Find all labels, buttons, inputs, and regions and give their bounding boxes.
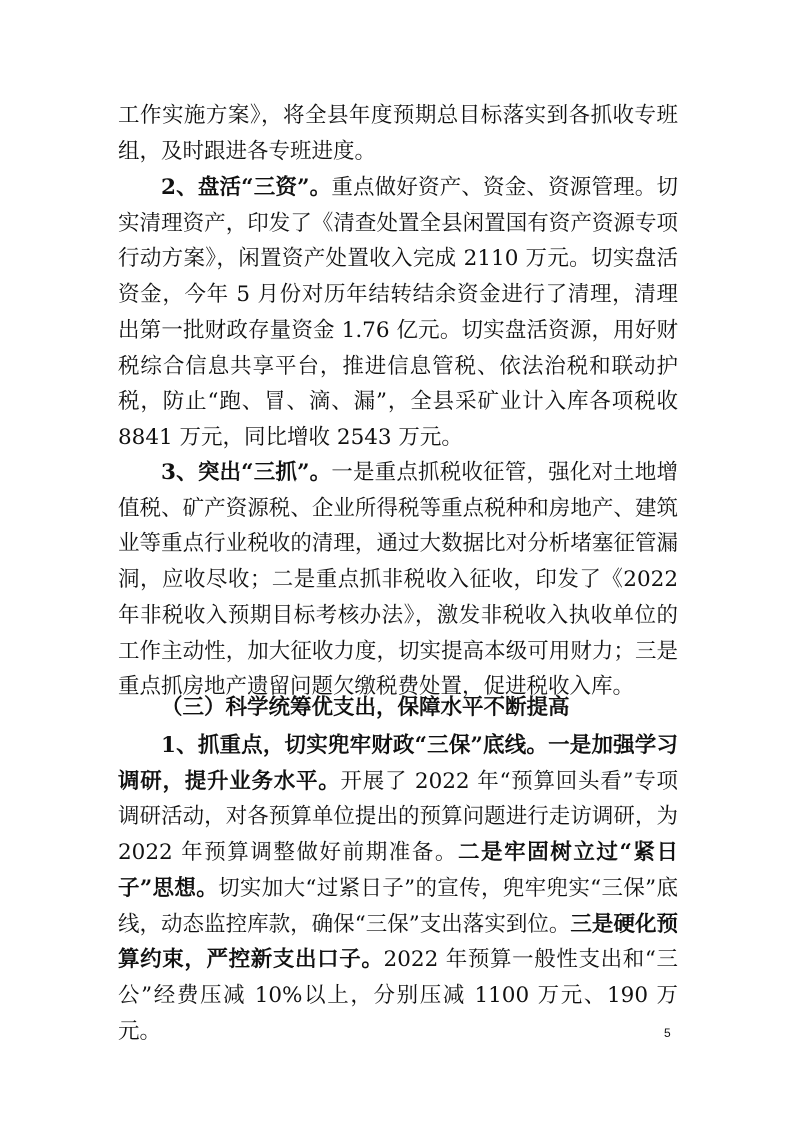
point-one-text: 开展了 2022 年“预算回头看”专项调研活动，对各预算单位提出的预算问题进行走访调研，为 2022 年预算调整做好前期准备。 bbox=[118, 768, 678, 866]
paragraph-title: 2、盘活“三资”。 bbox=[161, 175, 332, 200]
paragraph-text: 一是重点抓税收征管，强化对土地增值税、矿产资源税、企业所得税等重点税种和房地产、建筑业等重点行业税收的清理，通过大数据比对分析堵塞征管漏洞，应收尽收；二是重点抓非税收入征收，印发了《2022 年非税收入预期目标考核办法》，激发非税收入执收单位的工作主动性，加大征收力度，切实提高本级可用财力；三是重点抓房地产遗留问题欠缴税费处置，促进税收入库。 bbox=[118, 460, 678, 700]
point-two-text: 切实加大“过紧日子”的宣传，兜牢兜实“三保”底线，动态监控库款，确保“三保”支出落实到位。 bbox=[118, 875, 679, 937]
paragraph-revitalize-three-assets bbox=[118, 170, 678, 456]
point-two-heading: 二是牢固树立过“紧日子”思想。 bbox=[118, 840, 678, 901]
paragraph-continuation bbox=[118, 98, 678, 169]
paragraph-three-grasps bbox=[118, 455, 678, 705]
paragraph-title: 1、抓重点，切实兜牢财政“三保”底线。 bbox=[161, 733, 549, 758]
point-three-heading: 三是硬化预算约束，严控新支出口子。 bbox=[118, 911, 678, 973]
paragraph-text: 工作实施方案》，将全县年度预期总目标落实到各抓收专班组，及时跟进各专班进度。 bbox=[118, 103, 678, 164]
paragraph-title: 3、突出“三抓”。 bbox=[161, 460, 332, 485]
paragraph-three-guarantees bbox=[118, 728, 678, 1049]
section-heading: （三）科学统筹优支出，保障水平不断提高 bbox=[161, 695, 570, 720]
point-three-text: 2022 年预算一般性支出和“三公”经费压减 10%以上，分别压减 1100 万元、190 万元。 bbox=[118, 947, 678, 1044]
paragraph-text: 重点做好资产、资金、资源管理。切实清理资产，印发了《清查处置全县闲置国有资产资源专项行动方案》，闲置资产处置收入完成 2110 万元。切实盘活资金，今年 5 月份对历年结转结余资金进行了清理，清理出第一批财政存量资金 1.76 亿元。切实盘活资源，用好财税综合信息共享平台，推进信息管税、依法治税和联动护税，防止“跑、冒、滴、漏”，全县采矿业计入库各项税收 8841 万元，同比增收 2543 万元。 bbox=[118, 175, 678, 450]
point-one-heading: 一是加强学习调研，提升业务水平。 bbox=[118, 733, 678, 794]
page-number: 5 bbox=[664, 1026, 671, 1040]
